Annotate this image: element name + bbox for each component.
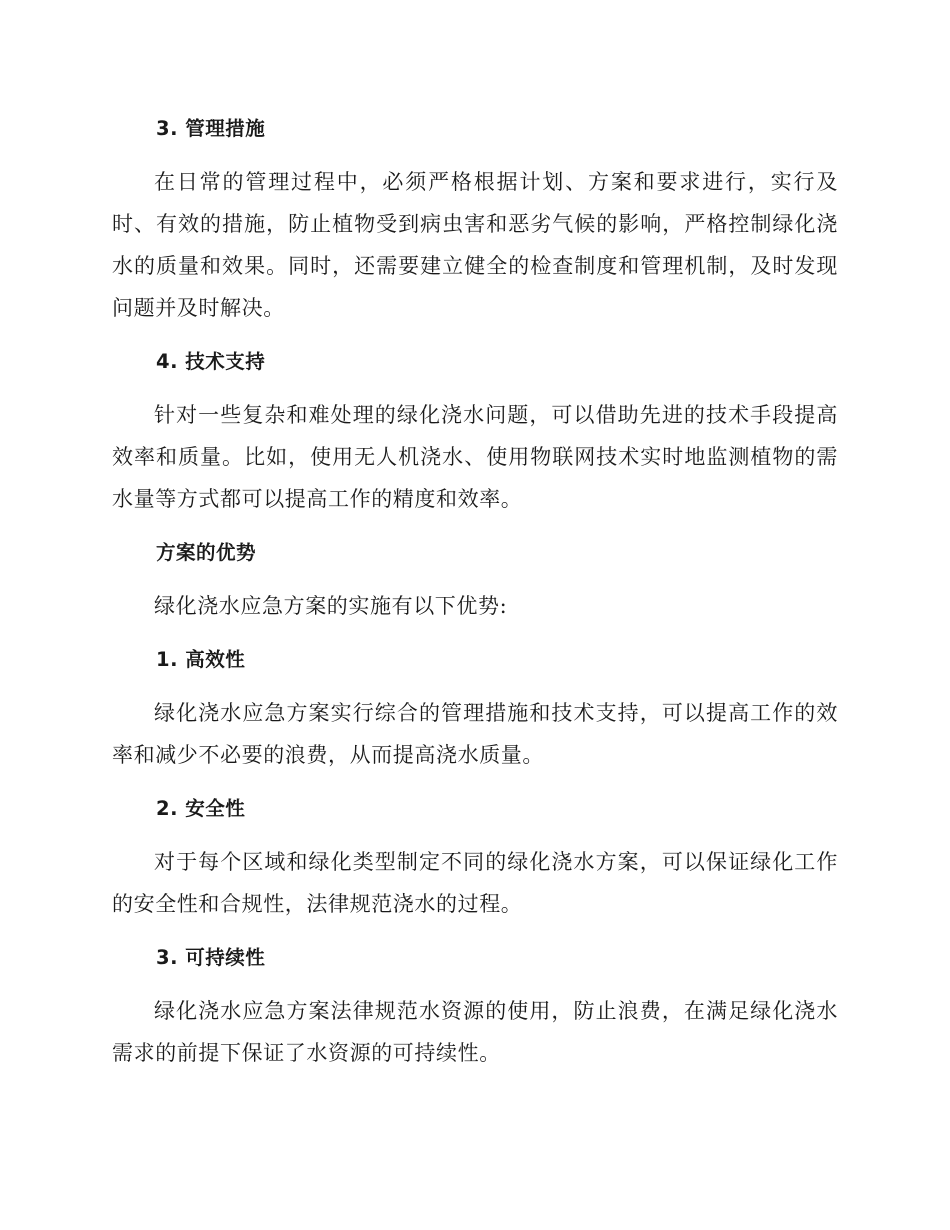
advantage-heading-efficiency: 1. 高效性 xyxy=(156,648,246,671)
advantages-heading: 方案的优势 xyxy=(156,541,257,564)
section-heading-tech-support: 4. 技术支持 xyxy=(156,350,266,373)
section-paragraph-tech-support: 针对一些复杂和难处理的绿化浇水问题，可以借助先进的技术手段提高效率和质量。比如，使用无人机浇水、使用物联网技术实时地监测植物的需水量等方式都可以提高工作的精度和效率。 xyxy=(112,403,838,511)
section-paragraph-management: 在日常的管理过程中，必须严格根据计划、方案和要求进行，实行及时、有效的措施，防止植物受到病虫害和恶劣气候的影响，严格控制绿化浇水的质量和效果。同时，还需要建立健全的检查制度和管理机制，及时发现问题并及时解决。 xyxy=(112,170,838,320)
advantages-intro: 绿化浇水应急方案的实施有以下优势: xyxy=(154,594,508,618)
section-heading-management: 3. 管理措施 xyxy=(156,117,266,140)
advantage-paragraph-safety: 对于每个区域和绿化类型制定不同的绿化浇水方案，可以保证绿化工作的安全性和合规性，法律规范浇水的过程。 xyxy=(112,850,838,916)
advantage-heading-sustainability: 3. 可持续性 xyxy=(156,946,266,969)
advantage-heading-safety: 2. 安全性 xyxy=(156,797,246,820)
advantage-paragraph-efficiency: 绿化浇水应急方案实行综合的管理措施和技术支持，可以提高工作的效率和减少不必要的浪费，从而提高浇水质量。 xyxy=(112,701,838,767)
advantage-paragraph-sustainability: 绿化浇水应急方案法律规范水资源的使用，防止浪费，在满足绿化浇水需求的前提下保证了水资源的可持续性。 xyxy=(112,999,838,1065)
